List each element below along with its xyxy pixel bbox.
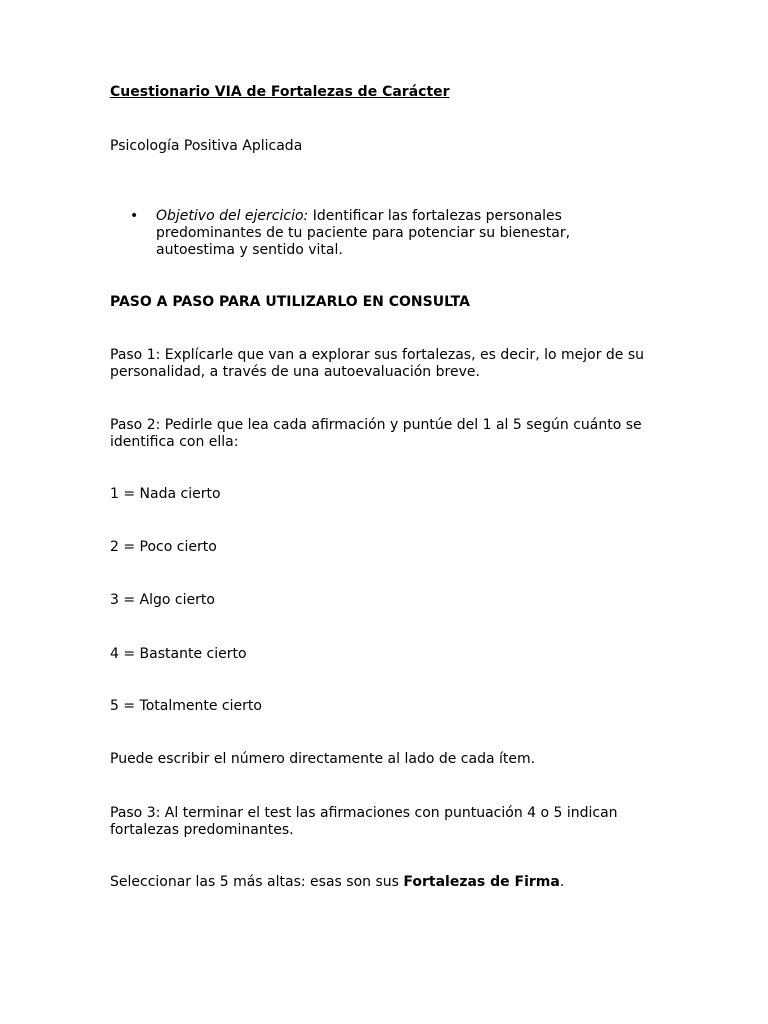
objective-label: Objetivo del ejercicio: [156, 208, 309, 224]
select-suffix: . [559, 874, 565, 890]
bullet-icon: • [130, 208, 139, 224]
scale-item: 5 = Totalmente cierto [110, 698, 262, 714]
step-3: Paso 3: Al terminar el test las afirmaciones con puntuación 4 o 5 indican fortalezas predominantes. [110, 805, 618, 838]
section-heading: PASO A PASO PARA UTILIZARLO EN CONSULTA [110, 294, 470, 310]
signature-strengths: Fortalezas de Firma [403, 874, 560, 890]
scale-item: 1 = Nada cierto [110, 486, 221, 502]
document-subtitle: Psicología Positiva Aplicada [110, 138, 303, 154]
step-1: Paso 1: Explícarle que van a explorar sus fortalezas, es decir, lo mejor de su personalidad, a través de una autoevaluación breve. [110, 347, 645, 380]
scoring-note: Puede escribir el número directamente al lado de cada ítem. [110, 751, 536, 767]
step-2: Paso 2: Pedirle que lea cada afirmación y puntúe del 1 al 5 según cuánto se identifica con ella: [110, 417, 642, 450]
scale-item: 4 = Bastante cierto [110, 646, 247, 662]
scale-item: 2 = Poco cierto [110, 539, 217, 555]
select-prefix: Seleccionar las 5 más altas: esas son sus [110, 874, 404, 890]
scale-item: 3 = Algo cierto [110, 592, 215, 608]
objective-bullet [156, 208, 596, 259]
select-instruction [110, 874, 670, 891]
objective-text: Identificar las fortalezas personales predominantes de tu paciente para potenciar su bienestar, autoestima y sentido vital. [156, 208, 571, 258]
document-title: Cuestionario VIA de Fortalezas de Carácter [110, 84, 450, 100]
